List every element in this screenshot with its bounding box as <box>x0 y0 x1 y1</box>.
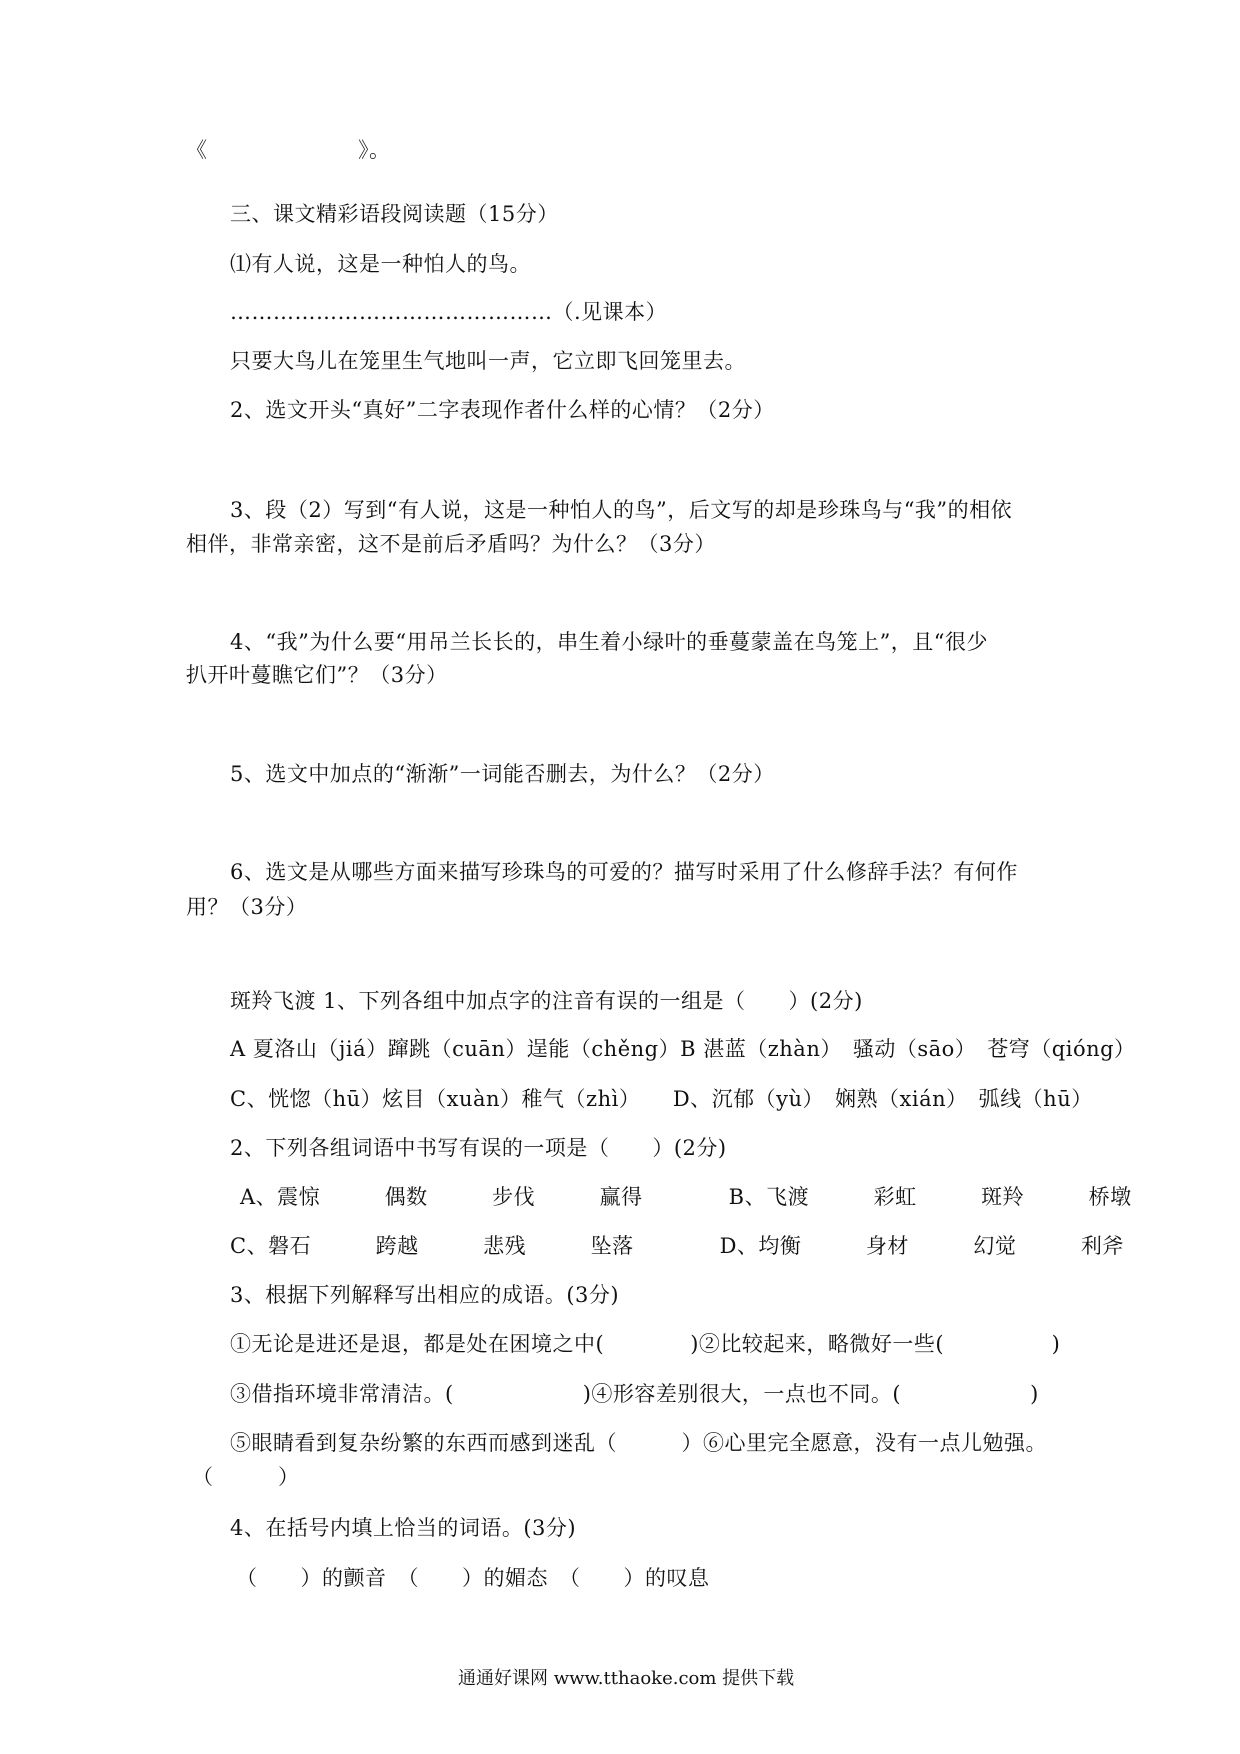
title-bracket-line: 《 》。 <box>186 138 391 162</box>
question-3-line-1: 3、段（2）写到“有人说，这是一种怕人的鸟”，后文写的却是珍珠鸟与“我”的相依 <box>230 498 1013 522</box>
question-1-option-ab: A 夏洛山（jiá）蹿跳（cuān）逞能（chěng）B 湛蓝（zhàn） 骚动（sāo） 苍穹（qióng） <box>230 1037 1136 1061</box>
fill-blank-words: （ ）的颤音 （ ）的媚态 （ ）的叹息 <box>236 1566 710 1590</box>
section-heading: 三、课文精彩语段阅读题（15分） <box>230 202 559 226</box>
idiom-item-5-6: ⑤眼睛看到复杂纷繁的东西而感到迷乱（ ）⑥心里完全愿意，没有一点儿勉强。 <box>230 1431 1047 1455</box>
question-4-line-1: 4、“我”为什么要“用吊兰长长的，串生着小绿叶的垂蔓蒙盖在鸟笼上”，且“很少 <box>230 630 989 654</box>
question-3-line-2: 相伴，非常亲密，这不是前后矛盾吗？为什么？（3分） <box>186 532 716 556</box>
banling-question-4: 4、在括号内填上恰当的词语。(3分) <box>230 1516 577 1540</box>
question-6-line-1: 6、选文是从哪些方面来描写珍珠鸟的可爱的？描写时采用了什么修辞手法？有何作 <box>230 860 1018 884</box>
banling-question-2: 2、下列各组词语中书写有误的一项是（ ）(2分) <box>230 1136 727 1160</box>
question-2-option-cd: C、磐石 跨越 悲残 坠落 D、均衡 身材 幻觉 利斧 <box>230 1234 1124 1258</box>
question-2: 2、选文开头“真好”二字表现作者什么样的心情？（2分） <box>230 398 775 422</box>
page-footer: 通通好课网 www.tthaoke.com 提供下载 <box>458 1668 795 1689</box>
idiom-item-1-2: ①无论是进还是退，都是处在困境之中( )②比较起来，略微好一些( ) <box>230 1332 1061 1356</box>
question-2-option-ab: A、震惊 偶数 步伐 赢得 B、飞渡 彩虹 斑羚 桥墩 <box>240 1185 1132 1209</box>
banling-question-3: 3、根据下列解释写出相应的成语。(3分) <box>230 1283 620 1307</box>
banling-question-1: 斑羚飞渡 1、下列各组中加点字的注音有误的一组是（ ）(2分) <box>230 989 863 1013</box>
idiom-item-6-blank: （ ） <box>192 1465 300 1489</box>
question-6-line-2: 用？（3分） <box>186 895 308 919</box>
question-5: 5、选文中加点的“渐渐”一词能否删去，为什么？（2分） <box>230 762 775 786</box>
passage-line-2: ………………………………………（.见课本） <box>230 300 668 324</box>
question-4-line-2: 扒开叶蔓瞧它们”？（3分） <box>186 663 448 687</box>
idiom-item-3-4: ③借指环境非常清洁。( )④形容差别很大，一点也不同。( ) <box>230 1382 1039 1406</box>
question-1-option-cd: C、恍惚（hū）炫目（xuàn）稚气（zhì） D、沉郁（yù） 娴熟（xián） 弧线（hū） <box>230 1087 1093 1111</box>
passage-line-3: 只要大鸟儿在笼里生气地叫一声，它立即飞回笼里去。 <box>230 349 746 373</box>
passage-line-1: ⑴有人说，这是一种怕人的鸟。 <box>230 252 531 276</box>
